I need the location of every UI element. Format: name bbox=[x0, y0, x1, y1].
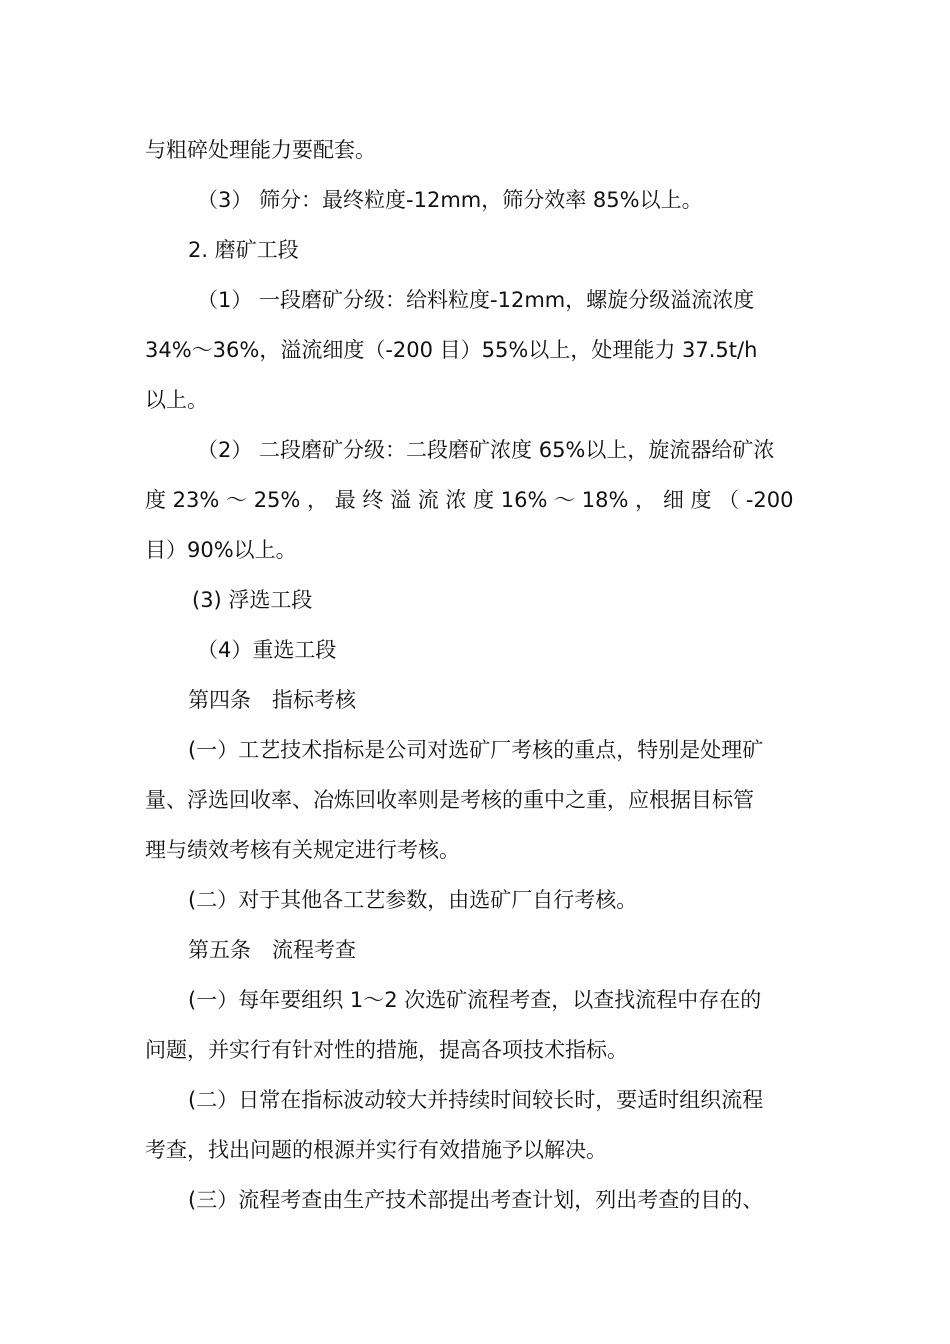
text-line: （2） 二段磨矿分级：二段磨矿浓度 65%以上，旋流器给矿浓 bbox=[197, 438, 775, 462]
article-heading: 第五条 流程考查 bbox=[188, 938, 356, 962]
section-heading: （4）重选工段 bbox=[197, 638, 337, 662]
article-heading: 第四条 指标考核 bbox=[188, 688, 356, 712]
text-line: 考查，找出问题的根源并实行有效措施予以解决。 bbox=[145, 1138, 607, 1162]
text-line: 34%～36%，溢流细度（-200 目）55%以上，处理能力 37.5t/h bbox=[145, 338, 758, 362]
text-line: (一）工艺技术指标是公司对选矿厂考核的重点，特别是处理矿 bbox=[188, 738, 764, 762]
text-line: 量、浮选回收率、冶炼回收率则是考核的重中之重，应根据目标管 bbox=[145, 788, 754, 812]
text-line: (三）流程考查由生产技术部提出考查计划，列出考查的目的、 bbox=[188, 1188, 764, 1212]
text-line: (二）对于其他各工艺参数，由选矿厂自行考核。 bbox=[188, 888, 638, 912]
text-line: 以上。 bbox=[145, 388, 208, 412]
text-line: 与粗碎处理能力要配套。 bbox=[145, 138, 376, 162]
text-line: 问题，并实行有针对性的措施，提高各项技术指标。 bbox=[145, 1038, 628, 1062]
text-line: 理与绩效考核有关规定进行考核。 bbox=[145, 838, 460, 862]
section-heading: (3) 浮选工段 bbox=[192, 588, 313, 612]
text-line: (一）每年要组织 1～2 次选矿流程考查，以查找流程中存在的 bbox=[188, 988, 762, 1012]
section-heading: 2. 磨矿工段 bbox=[188, 238, 299, 262]
text-line: 目）90%以上。 bbox=[145, 538, 297, 562]
text-line: （3） 筛分：最终粒度-12mm，筛分效率 85%以上。 bbox=[197, 188, 703, 212]
text-line: （1） 一段磨矿分级：给料粒度-12mm，螺旋分级溢流浓度 bbox=[197, 288, 755, 312]
text-line: (二）日常在指标波动较大并持续时间较长时，要适时组织流程 bbox=[188, 1088, 764, 1112]
text-line: 度 23% ～ 25% ， 最 终 溢 流 浓 度 16% ～ 18% ， 细 度 （ -200 bbox=[145, 488, 794, 512]
